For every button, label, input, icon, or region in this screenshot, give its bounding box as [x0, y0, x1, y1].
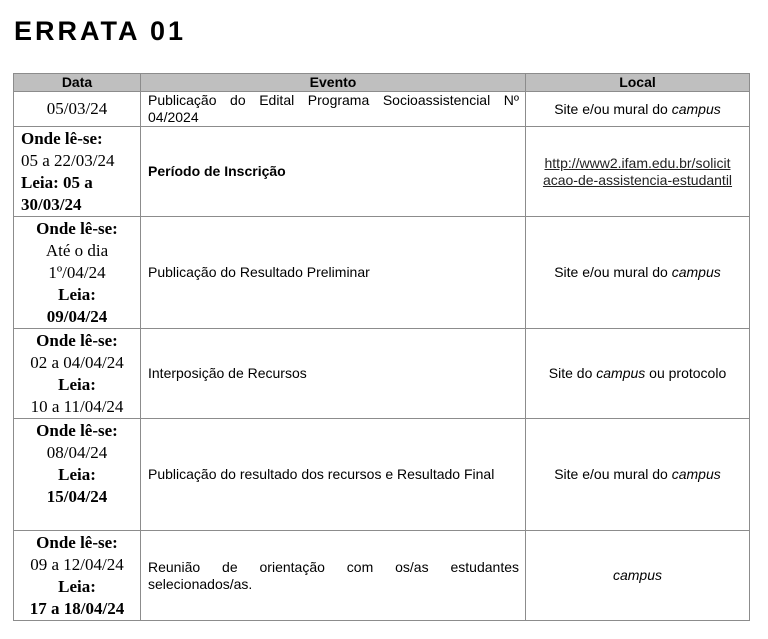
- header-event: Evento: [141, 74, 526, 92]
- link-line-1[interactable]: http://www2.ifam.edu.br/solicit: [544, 154, 731, 171]
- local-campus: campus: [612, 567, 663, 583]
- date-value: 05/03/24: [46, 99, 108, 118]
- leia-label: Leia: 05 a: [21, 172, 93, 192]
- onde-le-se-label: Onde lê-se:: [36, 218, 118, 238]
- old-date: 05 a 22/03/24: [21, 150, 115, 170]
- local-campus: campus: [596, 365, 646, 381]
- date-cell: [14, 92, 141, 127]
- inscricao-link[interactable]: [543, 155, 732, 189]
- local-campus: campus: [671, 264, 721, 280]
- table-row: [14, 92, 750, 127]
- event-text: Período de Inscrição: [148, 163, 286, 179]
- leia-label: Leia:: [58, 576, 96, 596]
- local-cell: [526, 531, 750, 621]
- event-cell: [141, 127, 526, 217]
- table-row: [14, 217, 750, 329]
- new-date: 10 a 11/04/24: [30, 396, 124, 416]
- errata-table: [13, 73, 750, 621]
- local-cell: [526, 217, 750, 329]
- local-text-post: ou protocolo: [645, 365, 727, 381]
- date-cell: [14, 419, 141, 531]
- local-text: Site e/ou mural do: [554, 466, 672, 482]
- local-campus: campus: [671, 100, 721, 117]
- event-text: Interposição de Recursos: [148, 365, 307, 381]
- table-row: [14, 531, 750, 621]
- event-text-cont: selecionados/as.: [148, 575, 253, 592]
- new-date: 15/04/24: [46, 487, 108, 506]
- event-text-cont: 04/2024: [148, 109, 199, 125]
- local-text: Site e/ou mural do: [554, 264, 672, 280]
- date-cell: [14, 217, 141, 329]
- old-date: 02 a 04/04/24: [30, 352, 124, 372]
- header-local: Local: [526, 74, 750, 92]
- old-date: Até o dia: [45, 240, 109, 260]
- local-text: Site do: [548, 365, 597, 381]
- new-date: 09/04/24: [46, 306, 108, 326]
- date-cell: [14, 127, 141, 217]
- local-cell: [526, 329, 750, 419]
- event-text: Reunião de orientação com os/as estudantes: [148, 558, 519, 575]
- local-cell: [526, 127, 750, 217]
- event-text: Publicação do Resultado Preliminar: [148, 264, 370, 280]
- old-date: 08/04/24: [46, 443, 108, 462]
- leia-label: Leia:: [58, 465, 96, 484]
- link-line-2[interactable]: acao-de-assistencia-estudantil: [542, 171, 733, 188]
- new-date: 17 a 18/04/24: [29, 598, 125, 618]
- local-campus: campus: [671, 466, 721, 482]
- old-date: 09 a 12/04/24: [30, 554, 124, 574]
- leia-label: Leia:: [58, 374, 96, 394]
- event-cell: [141, 217, 526, 329]
- local-text: Site e/ou mural do: [554, 100, 672, 117]
- table-row: [14, 419, 750, 531]
- event-text: Publicação do Edital Programa Socioassistencial Nº: [148, 92, 519, 108]
- table-row: [14, 329, 750, 419]
- local-cell: [526, 419, 750, 531]
- event-cell: [141, 419, 526, 531]
- local-cell: [526, 92, 750, 127]
- date-cell: [14, 531, 141, 621]
- event-cell: [141, 92, 526, 127]
- onde-le-se-label: Onde lê-se:: [36, 421, 118, 440]
- new-date: 30/03/24: [21, 194, 82, 214]
- table-row: [14, 127, 750, 217]
- table-header-row: [14, 74, 750, 92]
- onde-le-se-label: Onde lê-se:: [21, 128, 103, 148]
- leia-label: Leia:: [58, 284, 96, 304]
- event-cell: [141, 329, 526, 419]
- date-cell: [14, 329, 141, 419]
- onde-le-se-label: Onde lê-se:: [36, 330, 118, 350]
- event-cell: [141, 531, 526, 621]
- onde-le-se-label: Onde lê-se:: [36, 532, 118, 552]
- event-text: Publicação do resultado dos recursos e Resultado Final: [148, 466, 495, 482]
- page-title: ERRATA 01: [14, 16, 187, 46]
- old-date-cont: 1º/04/24: [48, 262, 106, 282]
- header-date: Data: [14, 74, 141, 92]
